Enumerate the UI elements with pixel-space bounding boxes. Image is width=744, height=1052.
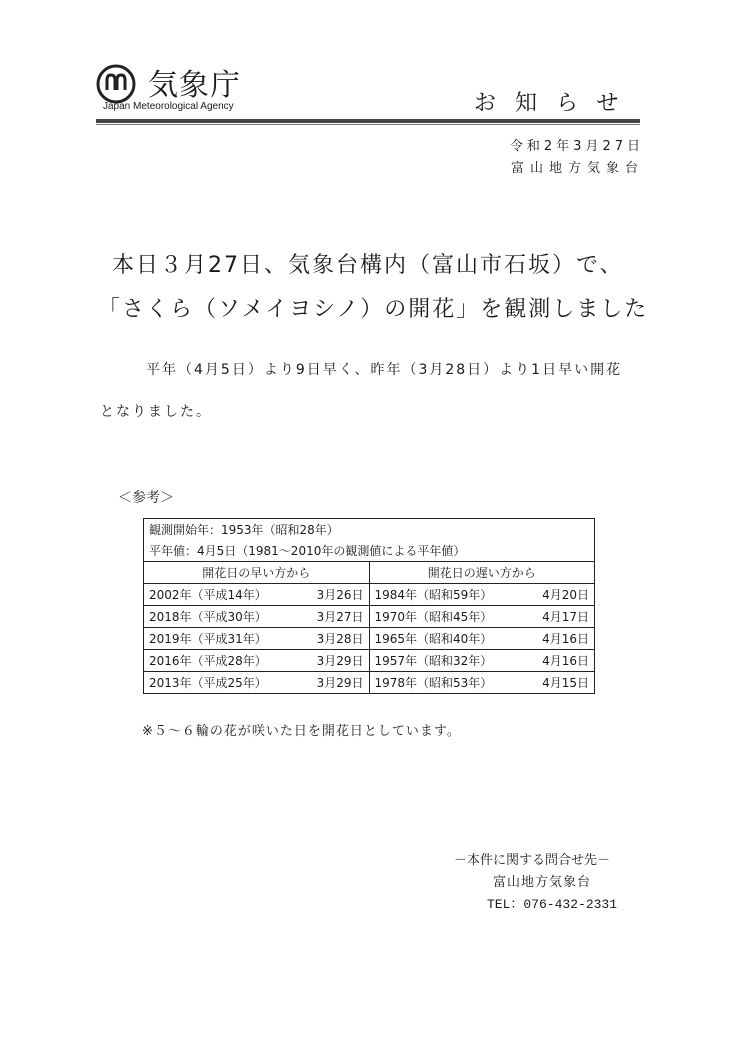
late-year: 1965年（昭和40年）	[374, 632, 493, 646]
table-row	[144, 672, 595, 694]
body-line-2: となりました。	[100, 404, 212, 420]
early-date: 3月29日	[316, 654, 364, 668]
late-year: 1984年（昭和59年）	[374, 588, 493, 602]
late-date: 4月16日	[542, 632, 589, 646]
headline-line-1: 本日３月27日、気象台構内（富山市石坂）で、	[112, 253, 624, 278]
late-date: 4月20日	[542, 588, 589, 602]
start-year: 観測開始年：1953年（昭和28年）	[144, 519, 595, 541]
body-line-1: 平年（4月5日）より9日早く、昨年（3月28日）より1日早い開花	[146, 362, 623, 378]
table-row	[144, 606, 595, 628]
contact-office: 富山地方気象台	[493, 875, 592, 890]
early-date: 3月27日	[316, 610, 364, 624]
early-year: 2002年（平成14年）	[149, 588, 267, 602]
early-year: 2013年（平成25年）	[149, 676, 267, 690]
header-rule	[96, 119, 640, 123]
notice-title: お知らせ	[474, 91, 638, 116]
reference-label: ＜参考＞	[118, 490, 174, 506]
column-header-late: 開花日の遅い方から	[369, 562, 595, 584]
early-year: 2016年（平成28年）	[149, 654, 267, 668]
late-date: 4月16日	[542, 654, 589, 668]
late-year: 1970年（昭和45年）	[374, 610, 493, 624]
issue-date: 令和2年3月27日	[509, 139, 644, 154]
contact-heading: －本件に関する問合せ先－	[454, 853, 611, 868]
normal-value: 平年値：4月5日（1981～2010年の観測値による平年値）	[144, 540, 595, 562]
early-date: 3月28日	[316, 632, 364, 646]
footnote: ※５～６輪の花が咲いた日を開花日としています。	[142, 724, 461, 739]
issuing-office: 富山地方気象台	[510, 161, 644, 176]
early-date: 3月26日	[316, 588, 364, 602]
early-year: 2019年（平成31年）	[149, 632, 267, 646]
reference-table	[143, 518, 595, 694]
early-date: 3月29日	[316, 676, 364, 690]
table-row	[144, 584, 595, 606]
early-year: 2018年（平成30年）	[149, 610, 267, 624]
jma-logo-icon	[96, 64, 136, 104]
headline-line-2: 「さくら（ソメイヨシノ）の開花」を観測しました	[98, 297, 649, 322]
late-date: 4月17日	[542, 610, 589, 624]
contact-tel: TEL：076-432-2331	[487, 897, 618, 912]
late-year: 1957年（昭和32年）	[374, 654, 493, 668]
column-header-early: 開花日の早い方から	[144, 562, 370, 584]
header-rule-thin	[96, 124, 640, 125]
table-row	[144, 650, 595, 672]
late-year: 1978年（昭和53年）	[374, 676, 493, 690]
table-row	[144, 628, 595, 650]
logo-text: 気象庁	[148, 68, 241, 103]
late-date: 4月15日	[542, 676, 589, 690]
logo-subtitle: Japan Meteorological Agency	[103, 101, 234, 112]
